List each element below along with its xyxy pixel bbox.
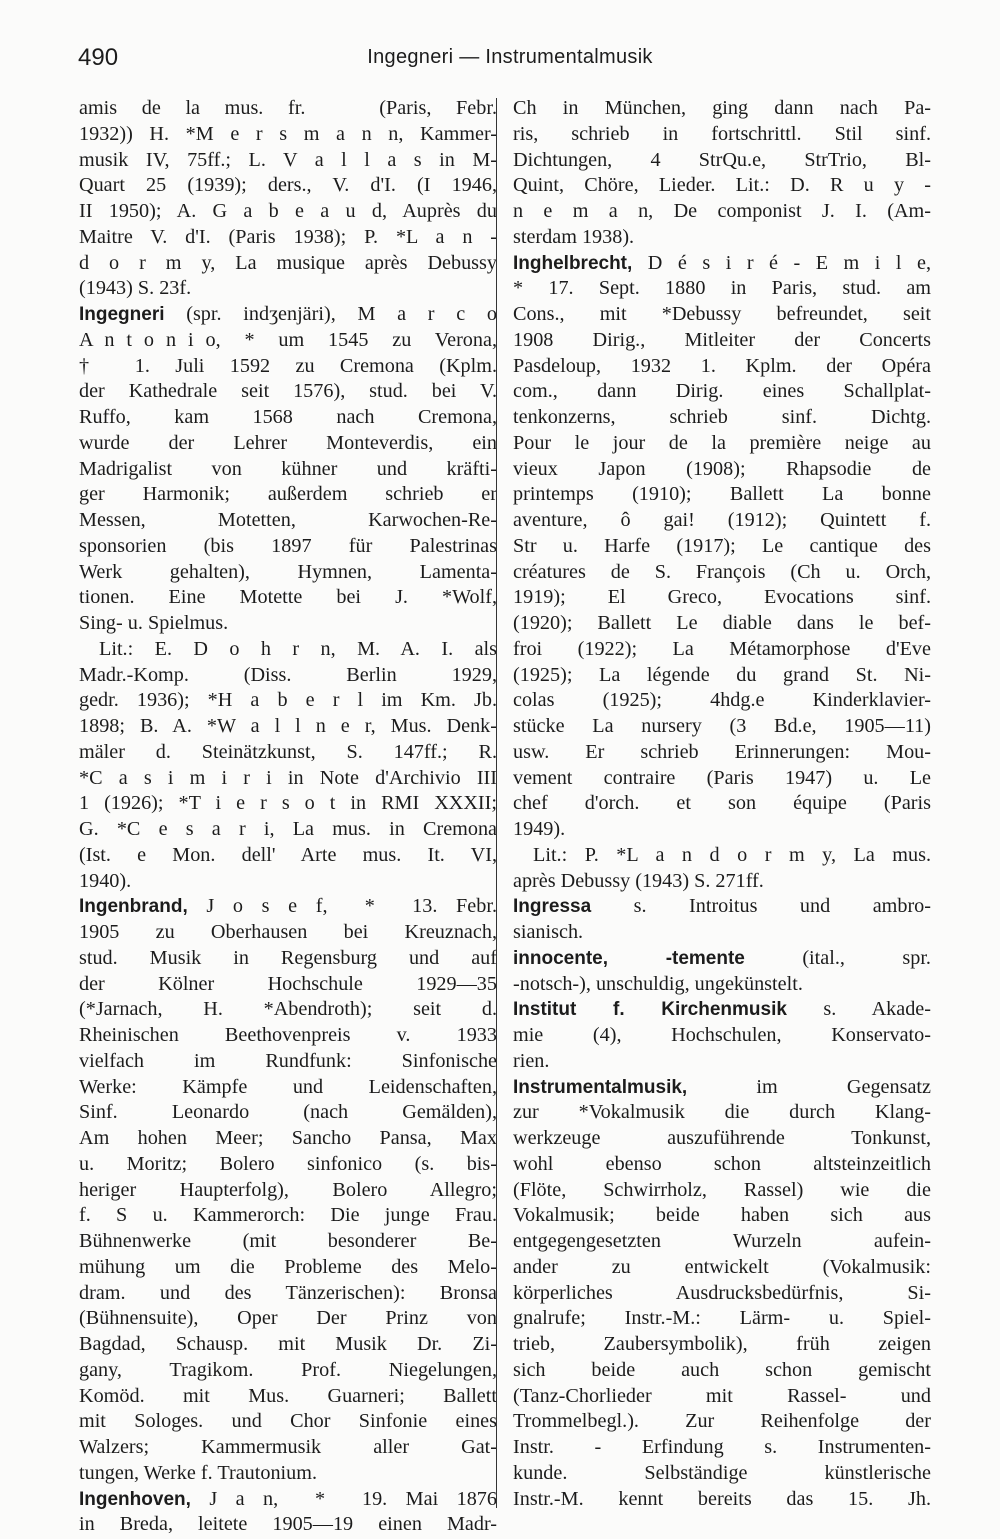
- text-line: [513, 1332, 931, 1358]
- line-text: Instr.-M. kennt bereits das 15. Jh.: [513, 1487, 931, 1510]
- line-text: entgegengesetzten Wurzeln aufein-: [513, 1230, 931, 1252]
- text-line: [513, 1178, 931, 1204]
- entry-headword: Inghelbrecht,: [513, 252, 633, 274]
- line-text: vieux Japon (1908); Rhapsodie de: [513, 457, 931, 480]
- text-line: [79, 663, 497, 689]
- line-text: amis de la mus. fr. (Paris, Febr.: [79, 97, 497, 119]
- text-line: [79, 791, 497, 817]
- line-text: Lit.: P. *L a n d o r m y, La mus.: [533, 843, 931, 866]
- text-line: [513, 714, 931, 740]
- text-line: [513, 1409, 931, 1435]
- text-line: [513, 534, 931, 560]
- line-text: in Breda, leitete 1905—19 einen Madr-: [79, 1513, 497, 1536]
- line-text: s. Akade-: [786, 998, 931, 1021]
- line-text: † 1. Juli 1592 zu Cremona (Kplm.: [79, 354, 497, 377]
- text-line: [79, 1049, 497, 1075]
- text-line: [79, 379, 497, 405]
- text-line: [513, 1075, 931, 1101]
- line-text: * 17. Sept. 1880 in Paris, stud. am: [513, 277, 931, 300]
- text-line: [513, 663, 931, 689]
- line-text: après Debussy (1943) S. 271ff.: [513, 869, 764, 892]
- text-line: [513, 1306, 931, 1332]
- text-line: [513, 1023, 931, 1049]
- line-text: (1943) S. 23f.: [79, 277, 192, 300]
- line-text: aventure, ô gai! (1912); Quintett f.: [513, 509, 931, 531]
- line-text: mit Sologes. und Chor Sinfonie eines: [79, 1410, 497, 1433]
- line-text: Pasdeloup, 1932 1. Kplm. der Opéra: [513, 354, 931, 377]
- line-text: Trommelbegl.). Zur Reihenfolge der: [513, 1410, 931, 1433]
- line-text: com., dann Dirig. eines Schallplat-: [513, 380, 931, 403]
- text-line: [513, 508, 931, 534]
- text-line: [79, 199, 497, 225]
- text-line: [79, 96, 497, 122]
- text-line: [513, 585, 931, 611]
- text-line: [79, 585, 497, 611]
- line-text: Messen, Motetten, Karwochen-Re-: [79, 509, 497, 531]
- text-line: [79, 1512, 497, 1538]
- line-text: gany, Tragikom. Prof. Niegelungen,: [79, 1358, 497, 1381]
- text-line: [79, 740, 497, 766]
- line-text: mie (4), Hochschulen, Konservato-: [513, 1024, 931, 1046]
- text-line: [513, 302, 931, 328]
- line-text: u. Moritz; Bolero sinfonico (s. bis-: [79, 1152, 497, 1175]
- line-text: Dichtungen, 4 StrQu.e, StrTrio, Bl-: [513, 148, 931, 171]
- text-line: [79, 1255, 497, 1281]
- line-text: usw. Er schrieb Erinnerungen: Mou-: [513, 740, 931, 763]
- text-line: [79, 431, 497, 457]
- line-text: der Kölner Hochschule 1929—35: [79, 972, 497, 995]
- text-line: [513, 1049, 931, 1075]
- text-line: [513, 740, 931, 766]
- line-text: vielfach im Rundfunk: Sinfonische: [79, 1049, 497, 1072]
- text-line: [79, 946, 497, 972]
- text-line: [79, 894, 497, 920]
- line-text: werkzeuge auszuführende Tonkunst,: [513, 1127, 931, 1149]
- text-line: [79, 1229, 497, 1255]
- text-line: [513, 457, 931, 483]
- text-line: [79, 405, 497, 431]
- text-line: [513, 1126, 931, 1152]
- line-text: tenkonzerns, schrieb sinf. Dichtg.: [513, 406, 931, 428]
- text-line: [79, 997, 497, 1023]
- text-line: [79, 1178, 497, 1204]
- text-line: [513, 251, 931, 277]
- text-line: [513, 173, 931, 199]
- line-text: 1908 Dirig., Mitleiter der Concerts: [513, 328, 931, 351]
- line-text: (Flöte, Schwirrholz, Rassel) wie die: [513, 1178, 931, 1201]
- line-text: trieb, Zaubersymbolik), früh zeigen: [513, 1333, 931, 1355]
- line-text: gedr. 1936); *H a b e r l im Km. Jb.: [79, 689, 497, 712]
- text-line: [79, 1487, 497, 1513]
- line-text: heriger Haupterfolg), Bolero Allegro;: [79, 1178, 497, 1201]
- text-line: [513, 1435, 931, 1461]
- text-line: [513, 1487, 931, 1513]
- line-text: Walzers; Kammermusik aller Gat-: [79, 1436, 497, 1458]
- line-text: n e m a n, De componist J. I. (Am-: [513, 200, 931, 222]
- line-text: Komöd. mit Mus. Guarneri; Ballett: [79, 1384, 497, 1407]
- line-text: 1932)) H. *M e r s m a n n, Kammer-: [79, 122, 497, 145]
- text-line: [79, 1023, 497, 1049]
- entry-headword: innocente, -temente: [513, 947, 745, 969]
- line-text: créatures de S. François (Ch u. Orch,: [513, 560, 931, 583]
- line-text: (1925); La légende du grand St. Ni-: [513, 663, 931, 686]
- line-text: wurde der Lehrer Monteverdis, ein: [79, 431, 497, 454]
- text-line: [79, 920, 497, 946]
- line-text: 1905 zu Oberhausen bei Kreuznach,: [79, 921, 497, 943]
- text-line: [79, 611, 497, 637]
- line-text: D é s i r é - E m i l e,: [632, 251, 931, 274]
- text-line: [513, 225, 931, 251]
- line-text: tionen. Eine Motette bei J. *Wolf,: [79, 586, 497, 609]
- text-line: [513, 1203, 931, 1229]
- line-text: Madrigalist von kühner und kräfti-: [79, 457, 497, 480]
- text-line: [513, 972, 931, 998]
- line-text: (Tanz-Chorlieder mit Rassel- und: [513, 1384, 931, 1407]
- text-line: [513, 1229, 931, 1255]
- text-line: [513, 1100, 931, 1126]
- line-text: wohl ebenso schon altsteinzeitlich: [513, 1152, 931, 1175]
- text-line: [79, 1306, 497, 1332]
- line-text: sterdam 1938).: [513, 225, 635, 248]
- text-line: [513, 96, 931, 122]
- line-text: stücke La nursery (3 Bd.e, 1905—11): [513, 715, 931, 737]
- text-line: [79, 869, 497, 895]
- line-text: chef d'orch. et son équipe (Paris: [513, 792, 931, 815]
- text-line: [513, 1384, 931, 1410]
- entry-headword: Ingenhoven,: [79, 1488, 191, 1510]
- text-line: [513, 637, 931, 663]
- line-text: 1898; B. A. *W a l l n e r, Mus. Denk-: [79, 715, 497, 737]
- line-text: (spr. indʒenjäri), M a r c o: [164, 303, 497, 325]
- line-text: froi (1922); La Métamorphose d'Eve: [513, 637, 931, 660]
- line-text: kunde. Selbständige künstlerische: [513, 1461, 931, 1484]
- line-text: J o s e f, * 13. Febr.: [187, 895, 497, 918]
- line-text: musik IV, 75ff.; L. V a l l a s in M-: [79, 148, 497, 171]
- text-line: [79, 508, 497, 534]
- text-line: [513, 560, 931, 586]
- line-text: sianisch.: [513, 921, 584, 943]
- line-text: stud. Musik in Regensburg und auf: [79, 946, 497, 969]
- line-text: 1919); El Greco, Evocations sinf.: [513, 586, 931, 609]
- line-text: mäler d. Steinätzkunst, S. 147ff.; R.: [79, 740, 497, 763]
- line-text: ger Harmonik; außerdem schrieb er: [79, 483, 497, 506]
- line-text: sich beide auch schon gemischt: [513, 1358, 931, 1381]
- line-text: Quint, Chöre, Lieder. Lit.: D. R u y -: [513, 174, 931, 197]
- line-text: Rheinischen Beethovenpreis v. 1933: [79, 1024, 497, 1046]
- text-line: [513, 199, 931, 225]
- text-line: [79, 1384, 497, 1410]
- text-line: [79, 1100, 497, 1126]
- line-text: (Ist. e Mon. dell' Arte mus. It. VI,: [79, 843, 497, 866]
- text-line: [79, 1203, 497, 1229]
- line-text: Werke: Kämpfe und Leidenschaften,: [79, 1075, 497, 1098]
- text-line: [79, 173, 497, 199]
- text-line: [513, 766, 931, 792]
- text-line: [79, 328, 497, 354]
- line-text: 1949).: [513, 818, 566, 840]
- text-line: [513, 791, 931, 817]
- right-column: [513, 96, 931, 1516]
- text-line: [79, 122, 497, 148]
- line-text: printemps (1910); Ballett La bonne: [513, 483, 931, 506]
- text-line: [513, 1461, 931, 1487]
- entry-headword: Ingenbrand,: [79, 896, 188, 918]
- text-line: [79, 1358, 497, 1384]
- line-text: Sing- u. Spielmus.: [79, 612, 229, 634]
- text-line: [513, 328, 931, 354]
- text-line: [513, 920, 931, 946]
- line-text: zur *Vokalmusik die durch Klang-: [513, 1101, 931, 1124]
- line-text: körperliches Ausdrucksbedürfnis, Si-: [513, 1281, 931, 1304]
- text-line: [513, 354, 931, 380]
- line-text: 1940).: [79, 869, 132, 892]
- text-line: [79, 1281, 497, 1307]
- line-text: A n t o n i o, * um 1545 zu Verona,: [79, 328, 497, 351]
- text-line: [513, 1358, 931, 1384]
- line-text: 1 (1926); *T i e r s o t in RMI XXXII;: [79, 792, 497, 815]
- text-line: [79, 1435, 497, 1461]
- text-line: [79, 1126, 497, 1152]
- line-text: ris, schrieb in fortschrittl. Stil sinf.: [513, 122, 931, 145]
- line-text: Vokalmusik; beide haben sich aus: [513, 1204, 931, 1227]
- text-line: [79, 1075, 497, 1101]
- text-line: [79, 688, 497, 714]
- text-line: [513, 276, 931, 302]
- text-line: [513, 997, 931, 1023]
- text-line: [79, 1409, 497, 1435]
- line-text: Bagdad, Schausp. mit Musik Dr. Zi-: [79, 1333, 497, 1355]
- text-line: [513, 688, 931, 714]
- line-text: rien.: [513, 1049, 550, 1072]
- line-text: Ch in München, ging dann nach Pa-: [513, 97, 931, 119]
- line-text: Sinf. Leonardo (nach Gemälden),: [79, 1101, 497, 1124]
- text-line: [513, 894, 931, 920]
- text-line: [513, 431, 931, 457]
- text-line: [513, 379, 931, 405]
- line-text: gnalrufe; Instr.-M.: Lärm- u. Spiel-: [513, 1307, 931, 1330]
- text-line: [79, 482, 497, 508]
- text-line: [513, 148, 931, 174]
- line-text: mühung um die Probleme des Melo-: [79, 1255, 497, 1278]
- line-text: Bühnenwerke (mit besonderer Be-: [79, 1230, 497, 1252]
- line-text: Ruffo, kam 1568 nach Cremona,: [79, 406, 497, 428]
- line-text: colas (1925); 4hdg.e Kinderklavier-: [513, 689, 931, 712]
- text-line: [513, 946, 931, 972]
- line-text: (*Jarnach, H. *Abendroth); seit d.: [79, 998, 497, 1021]
- entry-headword: Instrumentalmusik,: [513, 1076, 688, 1098]
- line-text: Madr.-Komp. (Diss. Berlin 1929,: [79, 663, 497, 686]
- text-line: [79, 1332, 497, 1358]
- line-text: Am hohen Meer; Sancho Pansa, Max: [79, 1127, 497, 1149]
- line-text: II 1950); A. G a b e a u d, Auprès du: [79, 200, 497, 222]
- line-text: (ital., spr.: [744, 946, 931, 969]
- text-line: [79, 225, 497, 251]
- text-line: [79, 972, 497, 998]
- line-text: G. *C e s a r i, La mus. in Cremona: [79, 818, 497, 840]
- line-text: J a n, * 19. Mai 1876: [190, 1487, 497, 1510]
- text-line: [79, 843, 497, 869]
- text-line: [513, 405, 931, 431]
- line-text: Maitre V. d'I. (Paris 1938); P. *L a n -: [79, 225, 497, 248]
- text-line: [79, 457, 497, 483]
- page-header: [75, 38, 945, 78]
- line-text: -notsch-), unschuldig, ungekünstelt.: [513, 972, 803, 995]
- line-text: (Bühnensuite), Oper Der Prinz von: [79, 1307, 497, 1330]
- line-text: d o r m y, La musique après Debussy: [79, 251, 497, 274]
- text-line: [513, 611, 931, 637]
- line-text: Cons., mit *Debussy befreundet, seit: [513, 303, 931, 325]
- line-text: Pour le jour de la première neige au: [513, 431, 931, 454]
- line-text: sponsorien (bis 1897 für Palestrinas: [79, 534, 497, 557]
- text-line: [513, 817, 931, 843]
- text-line: [79, 251, 497, 277]
- text-line: [513, 1281, 931, 1307]
- text-line: [79, 637, 497, 663]
- line-text: Werk gehalten), Hymnen, Lamenta-: [79, 560, 497, 583]
- text-line: [513, 482, 931, 508]
- running-head: Ingegneri — Instrumentalmusik: [367, 46, 653, 68]
- text-line: [79, 1152, 497, 1178]
- text-line: [79, 817, 497, 843]
- text-line: [79, 148, 497, 174]
- left-column: [79, 96, 497, 1536]
- page-number: 490: [78, 44, 119, 71]
- text-line: [513, 843, 931, 869]
- line-text: Str u. Harfe (1917); Le cantique des: [513, 534, 931, 557]
- line-text: dram. und des Tänzerischen): Bronsa: [79, 1281, 497, 1304]
- line-text: f. S u. Kammerorch: Die junge Frau.: [79, 1204, 497, 1227]
- text-line: [513, 1255, 931, 1281]
- line-text: der Kathedrale seit 1576), stud. bei V.: [79, 380, 497, 403]
- line-text: (1920); Ballett Le diable dans le bef-: [513, 612, 931, 634]
- entry-headword: Institut f. Kirchenmusik: [513, 999, 787, 1021]
- line-text: Instr. - Erfindung s. Instrumenten-: [513, 1436, 931, 1458]
- line-text: Lit.: E. D o h r n, M. A. I. als: [99, 637, 497, 660]
- text-line: [79, 354, 497, 380]
- text-line: [513, 869, 931, 895]
- text-line: [79, 534, 497, 560]
- entry-headword: Ingressa: [513, 896, 592, 918]
- line-text: *C a s i m i r i in Note d'Archivio III: [79, 766, 497, 789]
- line-text: vement contraire (Paris 1947) u. Le: [513, 766, 931, 789]
- text-line: [79, 714, 497, 740]
- line-text: ander zu entwickelt (Vokalmusik:: [513, 1255, 931, 1278]
- text-line: [513, 122, 931, 148]
- line-text: tungen, Werke f. Trautonium.: [79, 1461, 317, 1484]
- line-text: im Gegensatz: [687, 1075, 931, 1098]
- line-text: Quart 25 (1939); ders., V. d'I. (I 1946,: [79, 174, 497, 197]
- text-line: [79, 766, 497, 792]
- text-line: [79, 560, 497, 586]
- text-line: [79, 1461, 497, 1487]
- text-line: [79, 276, 497, 302]
- line-text: s. Introitus und ambro-: [591, 895, 931, 918]
- text-line: [513, 1152, 931, 1178]
- text-line: [79, 302, 497, 328]
- column-divider: [496, 98, 497, 1508]
- entry-headword: Ingegneri: [79, 304, 165, 325]
